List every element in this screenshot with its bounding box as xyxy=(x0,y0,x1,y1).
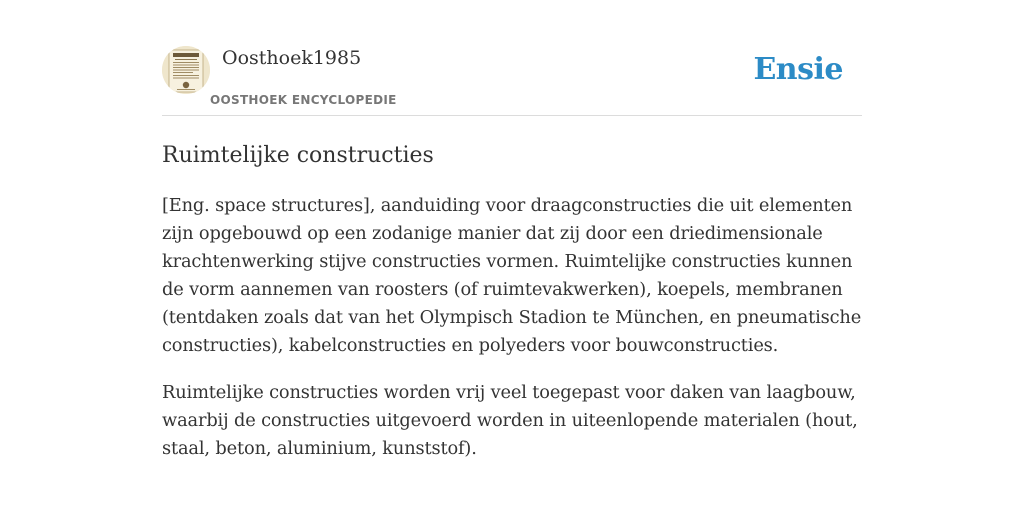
entry-card xyxy=(162,44,862,482)
paragraph: Ruimtelijke constructies worden vrij veel toegepast voor daken van laagbouw, waarbij de constructies uitgevoerd worden in uiteenlopende materialen (hout, staal, beton, aluminium, kunststof). xyxy=(162,382,858,459)
entry-title: Ruimtelijke constructies xyxy=(162,143,434,168)
username[interactable]: Oosthoek1985 xyxy=(222,47,362,69)
source-label[interactable]: OOSTHOEK ENCYCLOPEDIE xyxy=(210,93,397,107)
ensie-logo[interactable]: Ensie xyxy=(753,52,843,87)
paragraph: [Eng. space structures], aanduiding voor draagconstructies die uit elementen zijn opgebouwd op een zodanige manier dat zij door een driedimensionale krachtenwerking stijve constructies vormen. Ruimtelijke constructies kunnen de vorm aannemen van roosters (of ruimtevakwerken), koepels, membranen (tentdaken zoals dat van het Olympisch Stadion te München, en pneumatische constructies), kabelconstructies en polyeders voor bouwconstructies. xyxy=(162,195,862,356)
encyclopedia-document-icon xyxy=(162,46,210,94)
entry-header xyxy=(162,44,862,116)
entry-body xyxy=(162,192,862,463)
avatar[interactable] xyxy=(162,46,210,94)
